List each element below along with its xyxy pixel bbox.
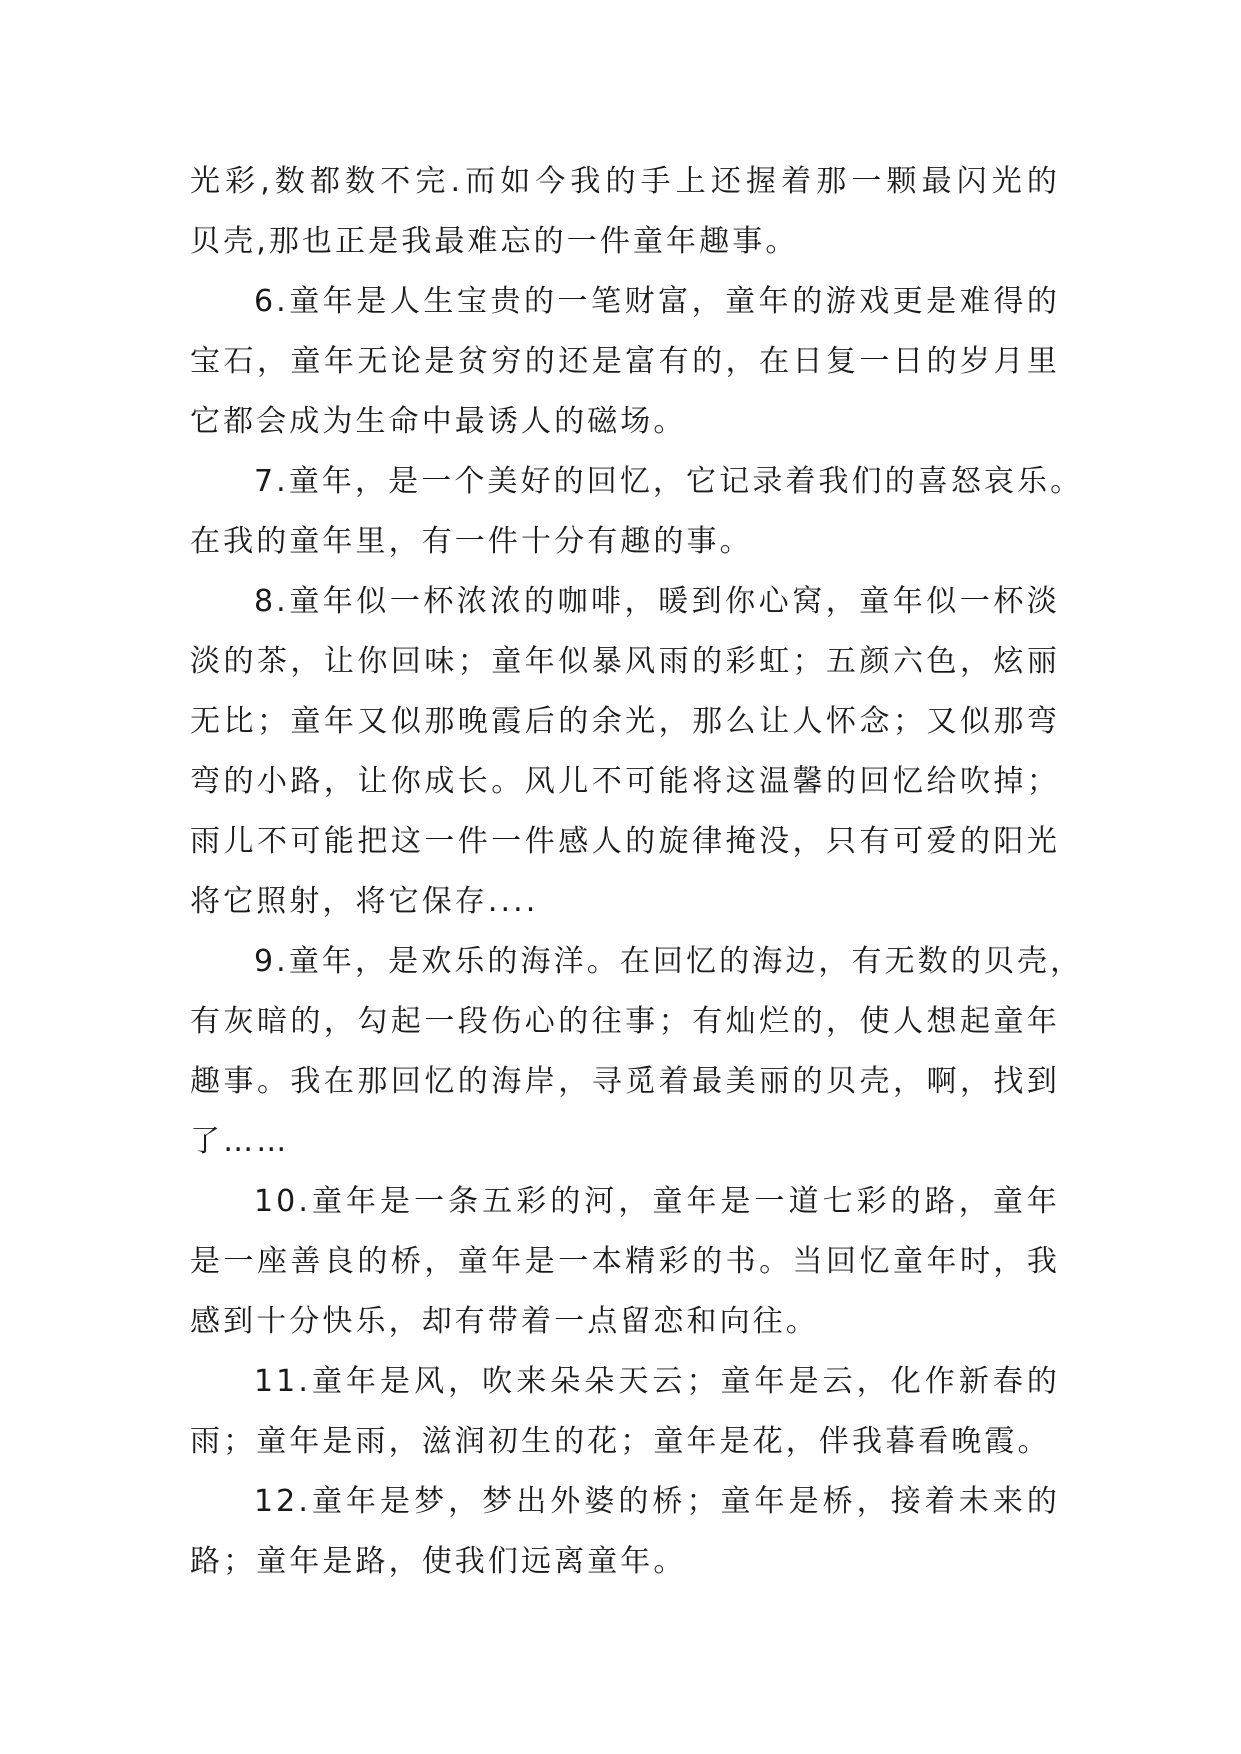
text-line: 雨；童年是雨，滋润初生的花；童年是花，伴我暮看晚霞。 <box>190 1424 1051 1459</box>
text-line: 10.童年是一条五彩的河，童年是一道七彩的路，童年 <box>254 1184 1060 1219</box>
paragraph-6 <box>190 272 1060 452</box>
text-line: 了…… <box>190 1124 290 1159</box>
text-line: 将它照射，将它保存.... <box>190 884 539 919</box>
text-line: 是一座善良的桥，童年是一本精彩的书。当回忆童年时，我 <box>190 1244 1060 1279</box>
text-line: 趣事。我在那回忆的海岸，寻觅着最美丽的贝壳，啊，找到 <box>190 1064 1060 1099</box>
text-line: 弯的小路，让你成长。风儿不可能将这温馨的回忆给吹掉； <box>190 764 1060 799</box>
paragraph-10 <box>190 1172 1060 1352</box>
text-line: 路；童年是路，使我们远离童年。 <box>190 1544 687 1579</box>
paragraph-11 <box>190 1352 1060 1472</box>
text-line: 宝石，童年无论是贫穷的还是富有的，在日复一日的岁月里 <box>190 344 1060 379</box>
text-line: 无比；童年又似那晚霞后的余光，那么让人怀念；又似那弯 <box>190 704 1060 739</box>
text-line: 它都会成为生命中最诱人的磁场。 <box>190 404 687 439</box>
text-line: 12.童年是梦，梦出外婆的桥；童年是桥，接着未来的 <box>254 1484 1060 1519</box>
document-page <box>190 152 1084 1592</box>
text-line: 雨儿不可能把这一件一件感人的旋律掩没，只有可爱的阳光 <box>190 824 1060 859</box>
text-line: 7.童年，是一个美好的回忆，它记录着我们的喜怒哀乐。 <box>254 464 1084 499</box>
paragraph-12 <box>190 1472 1060 1592</box>
text-line: 光彩,数都数不完.而如今我的手上还握着那一颗最闪光的 <box>190 164 1060 199</box>
paragraph-9 <box>190 932 1084 1172</box>
paragraph-continuation <box>190 152 1060 272</box>
text-line: 11.童年是风，吹来朵朵天云；童年是云，化作新春的 <box>254 1364 1060 1399</box>
text-line: 6.童年是人生宝贵的一笔财富，童年的游戏更是难得的 <box>254 284 1060 319</box>
text-line: 感到十分快乐，却有带着一点留恋和向往。 <box>190 1304 819 1339</box>
paragraph-8 <box>190 572 1060 932</box>
text-line: 在我的童年里，有一件十分有趣的事。 <box>190 524 753 559</box>
paragraph-7 <box>190 452 1084 572</box>
text-line: 8.童年似一杯浓浓的咖啡，暖到你心窝，童年似一杯淡 <box>254 584 1060 619</box>
text-line: 9.童年，是欢乐的海洋。在回忆的海边，有无数的贝壳， <box>254 944 1084 979</box>
text-line: 贝壳,那也正是我最难忘的一件童年趣事。 <box>190 224 799 259</box>
text-line: 有灰暗的，勾起一段伤心的往事；有灿烂的，使人想起童年 <box>190 1004 1060 1039</box>
text-line: 淡的茶，让你回味；童年似暴风雨的彩虹；五颜六色，炫丽 <box>190 644 1060 679</box>
